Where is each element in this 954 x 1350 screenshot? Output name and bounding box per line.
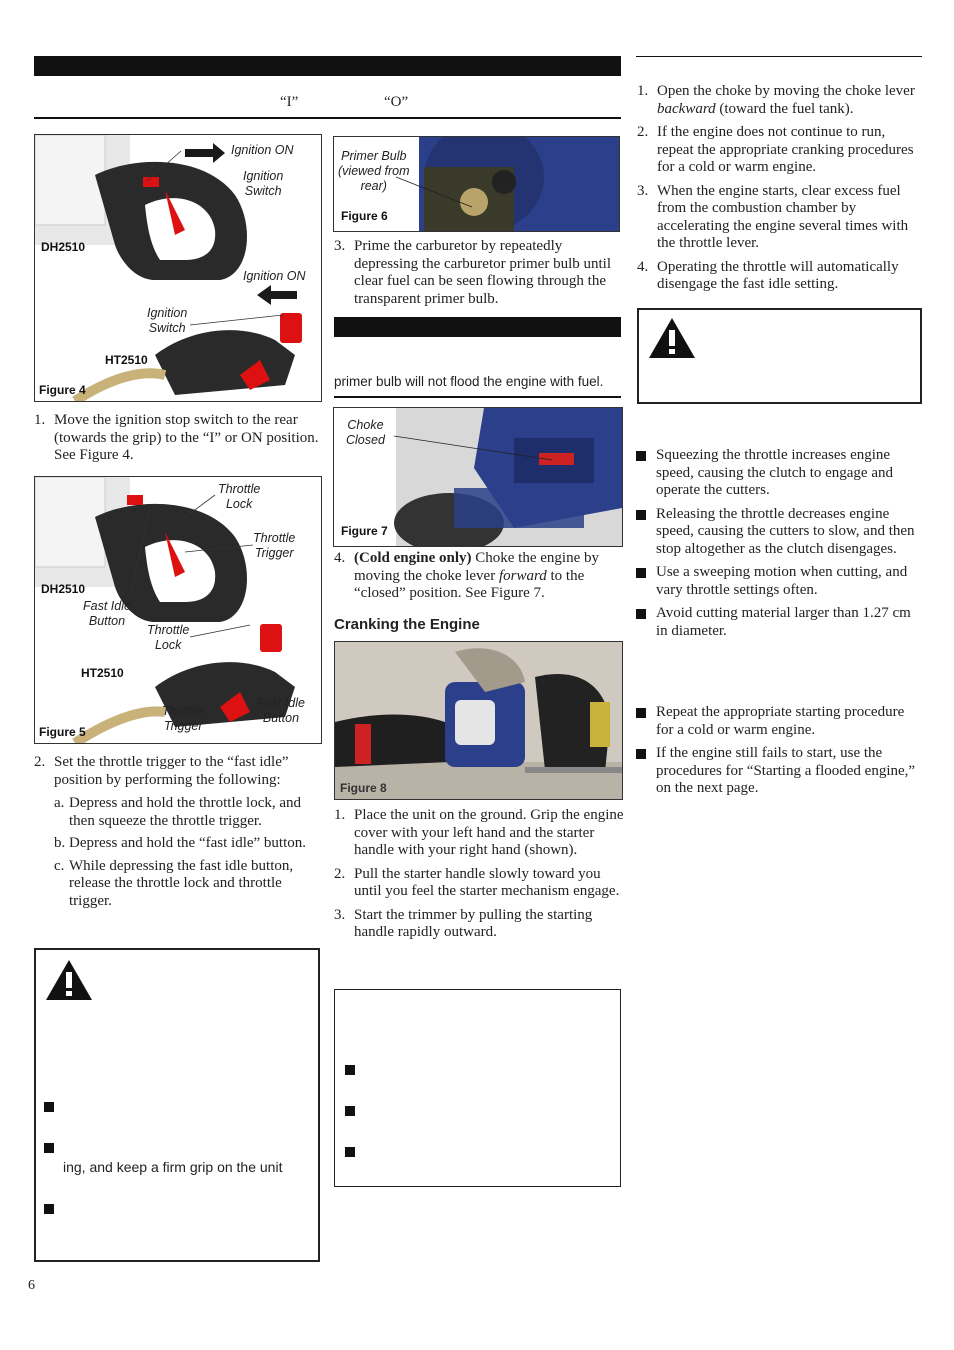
figure-7-caption: Figure 7 [341,524,388,538]
label-choke-closed: Choke Closed [346,418,385,447]
crank-step-2-text: Pull the starter handle slowly toward you until you feel the starter mechanism engage. [354,865,620,899]
start-bullet-1: Repeat the appropriate starting procedure for a cold or warm engine. [656,704,905,738]
step-2-text: Set the throttle trigger to the “fast idle” position by performing the following: [54,754,289,788]
note-primer-bulb: primer bulb will not flood the engine with fuel. [334,374,604,389]
step-4-italic: forward [498,567,547,584]
label-ignition-on-top: Ignition ON [231,143,294,157]
bullet-square [636,609,646,619]
model-ht2510-fig4: HT2510 [105,353,148,367]
right-step-1-italic: backward [657,100,716,117]
throttle-bullet-2: Releasing the throttle decreases engine speed, causing the cutters to slow, and then stop altogether as the clutch disengages. [656,505,915,557]
model-ht2510-fig5: HT2510 [81,666,124,680]
figure-6-caption: Figure 6 [341,209,388,223]
intro-rule [34,117,621,119]
note-rule [334,396,621,398]
throttle-bullet-3: Use a sweeping motion when cutting, and vary throttle settings often. [656,564,908,598]
label-throttle-lock-top: Throttle Lock [218,482,261,511]
step-1-ignition [34,412,322,471]
warning-box-left [34,948,320,1262]
bullet-square [44,1143,54,1153]
intro-quote-o: “O” [384,94,409,110]
label-primer-bulb: Primer Bulb (viewed from rear) [338,149,410,193]
right-step-4-text: Operating the throttle will automatically disengage the fast idle setting. [657,258,899,292]
start-bullets [636,704,922,804]
figure-7 [333,407,623,547]
right-step-1-number: 1. [637,83,649,99]
figure-4-caption: Figure 4 [39,383,86,397]
bullet-square [636,510,646,520]
label-fast-idle-left: Fast Idle Button [83,599,131,628]
warning-left-fragment: ing, and keep a firm grip on the unit [63,1159,283,1175]
step-3-prime [334,238,624,314]
bullet-square [345,1065,355,1075]
sub-b-text: Depress and hold the “fast idle” button. [69,835,307,851]
right-step-2-number: 2. [637,124,649,140]
throttle-bullet-1: Squeezing the throttle increases engine speed, causing the clutch to engage and operate the cutters. [656,447,893,498]
right-step-4-number: 4. [637,258,649,275]
step-2-fast-idle [34,754,322,916]
page-number: 6 [28,1278,35,1293]
figure-5 [34,476,322,744]
label-throttle-lock-bottom: Throttle Lock [147,623,190,652]
crank-step-3-text: Start the trimmer by pulling the starting handle rapidly outward. [354,906,593,940]
step-1-number: 1. [34,412,46,428]
label-throttle-trigger-top: Throttle Trigger [253,531,296,560]
cranking-heading: Cranking the Engine [334,616,480,633]
figure-8-caption: Figure 8 [340,781,387,795]
step-4-number: 4. [334,550,346,566]
crank-step-3-number: 3. [334,906,346,923]
figure-6 [333,136,620,232]
right-step-2-text: If the engine does not continue to run, repeat the appropriate cranking procedures for a cold or warm engine. [657,124,914,175]
right-top-rule [636,56,922,57]
bullet-square [44,1204,54,1214]
warning-box-right [637,308,922,404]
cranking-steps [334,807,624,948]
right-step-3-number: 3. [637,182,649,199]
step-4-bold: (Cold engine only) [354,550,472,566]
figure-5-caption: Figure 5 [39,725,86,739]
sub-a-number: a. [54,795,65,811]
right-step-1-text-b: (toward the fuel tank). [715,100,854,117]
right-step-3-text: When the engine starts, clear excess fuel from the combustion chamber by accelerating the engine several times with the throttle lever. [657,182,909,251]
figure-4 [34,134,322,402]
sub-c-text: While depressing the fast idle button, release the throttle lock and throttle trigger. [69,857,294,909]
bullet-square [44,1102,54,1112]
intro-quote-i: “I” [280,94,299,110]
step-4-text-b: to the “closed” position. See Figure 7. [354,567,585,601]
crank-step-1-number: 1. [334,807,346,823]
sub-c-number: c. [54,857,65,874]
model-dh2510-fig5: DH2510 [41,582,86,596]
step-4-choke [334,550,624,609]
label-fast-idle-right: Fast Idle Button [257,696,305,725]
step-4-text-a: Choke the engine by moving the choke lever [354,550,599,584]
bullet-square [345,1147,355,1157]
figure-8-illustration [335,642,622,799]
label-ignition-on-bottom: Ignition ON [243,269,306,283]
section-header-bar [34,56,621,76]
notice-box-mid [334,989,621,1187]
step-3-text: Prime the carburetor by repeatedly depressing the carburetor primer bulb until clear fuel can be seen flowing through the transparent primer bulb. [354,238,612,307]
bullet-square [636,568,646,578]
section-header-bar-mid [334,317,621,337]
crank-step-2-number: 2. [334,865,346,882]
sub-a-text: Depress and hold the throttle lock, and then squeeze the throttle trigger. [69,795,302,829]
warning-icon [647,316,697,360]
right-steps [637,83,922,300]
step-1-text: Move the ignition stop switch to the rear (towards the grip) to the “I” or ON position. See Figure 4. [54,412,319,463]
label-ignition-switch-top: Ignition Switch [243,169,284,198]
bullet-square [636,708,646,718]
label-throttle-trigger-bottom: Throttle Trigger [162,704,205,733]
throttle-bullet-4: Avoid cutting material larger than 1.27 cm in diameter. [656,605,911,639]
bullet-square [345,1106,355,1116]
model-dh2510-fig4: DH2510 [41,240,86,254]
crank-step-1-text: Place the unit on the ground. Grip the engine cover with your left hand and the starter handle with your right hand (shown). [354,807,624,858]
bullet-square [636,451,646,461]
step-3-number: 3. [334,238,346,254]
bullet-square [636,749,646,759]
figure-8 [334,641,623,800]
warning-icon [44,958,94,1002]
step-2-number: 2. [34,754,46,770]
start-bullet-2: If the engine still fails to start, use the procedures for “Starting a flooded engine,” on the next page. [656,745,916,796]
right-step-1-text-a: Open the choke by moving the choke lever [657,83,915,99]
label-ignition-switch-bottom: Ignition Switch [147,306,188,335]
sub-b-number: b. [54,835,66,851]
throttle-bullets [636,447,922,646]
